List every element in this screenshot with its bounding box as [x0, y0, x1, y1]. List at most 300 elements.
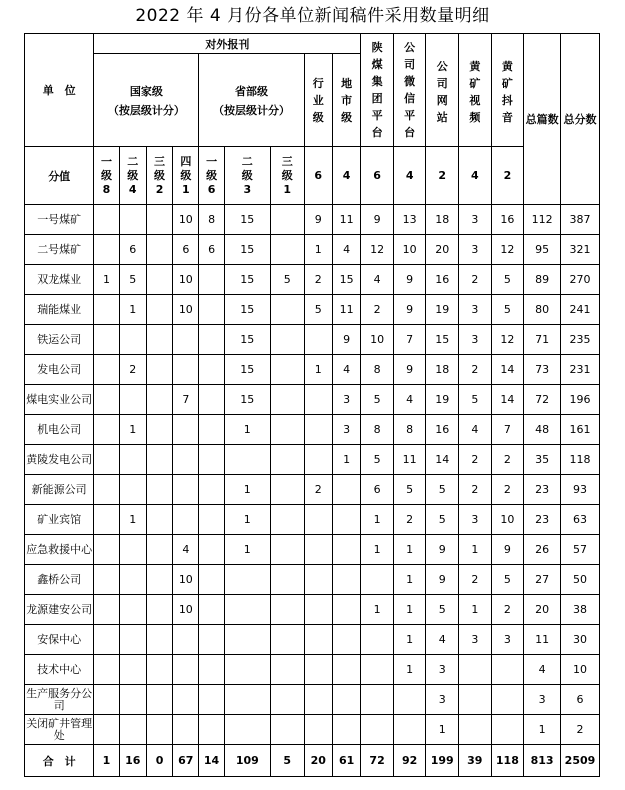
table-cell: 2	[361, 295, 394, 325]
table-cell: 5	[119, 265, 146, 295]
table-cell	[146, 475, 172, 505]
score-cell: 三 级 1	[270, 147, 304, 205]
score-cell: 四 级 1	[173, 147, 199, 205]
table-cell: 71	[524, 325, 561, 355]
table-cell: 1	[393, 565, 426, 595]
table-cell	[146, 625, 172, 655]
unit-name: 新能源公司	[25, 475, 94, 505]
score-cell: 三 级 2	[146, 147, 172, 205]
table-cell	[146, 355, 172, 385]
table-cell: 15	[224, 295, 270, 325]
table-cell	[270, 475, 304, 505]
total-cell: 1	[94, 745, 119, 777]
table-cell	[94, 535, 119, 565]
table-cell	[332, 715, 360, 745]
table-cell: 1	[119, 505, 146, 535]
table-cell	[361, 715, 394, 745]
table-cell	[270, 655, 304, 685]
table-cell	[361, 655, 394, 685]
table-cell	[119, 715, 146, 745]
table-cell: 4	[459, 415, 492, 445]
table-cell: 5	[393, 475, 426, 505]
table-cell: 1	[361, 505, 394, 535]
table-cell: 5	[426, 595, 459, 625]
table-row	[25, 505, 600, 535]
table-cell: 1	[119, 415, 146, 445]
total-cell: 14	[199, 745, 224, 777]
table-cell: 15	[332, 265, 360, 295]
table-cell: 35	[524, 445, 561, 475]
table-cell: 10	[173, 205, 199, 235]
table-cell: 10	[173, 565, 199, 595]
table-row	[25, 295, 600, 325]
unit-name: 技术中心	[25, 655, 94, 685]
table-cell	[332, 655, 360, 685]
table-cell	[491, 685, 524, 715]
table-cell	[199, 325, 224, 355]
table-cell	[361, 625, 394, 655]
table-cell: 1	[393, 595, 426, 625]
table-cell: 10	[173, 595, 199, 625]
table-row	[25, 475, 600, 505]
unit-name: 黄陵发电公司	[25, 445, 94, 475]
table-cell	[199, 655, 224, 685]
total-label: 合 计	[25, 745, 94, 777]
table-cell: 1	[393, 655, 426, 685]
table-cell	[270, 445, 304, 475]
table-cell: 15	[224, 385, 270, 415]
table-cell	[94, 385, 119, 415]
table-cell	[270, 385, 304, 415]
unit-name: 二号煤矿	[25, 235, 94, 265]
table-cell: 161	[560, 415, 599, 445]
table-cell: 1	[224, 415, 270, 445]
table-cell	[94, 505, 119, 535]
table-cell	[304, 685, 332, 715]
table-cell	[146, 565, 172, 595]
table-cell	[270, 295, 304, 325]
table-cell	[146, 715, 172, 745]
table-cell	[146, 505, 172, 535]
table-cell: 57	[560, 535, 599, 565]
table-cell: 1	[524, 715, 561, 745]
table-row	[25, 625, 600, 655]
table-cell: 9	[304, 205, 332, 235]
table-cell	[94, 295, 119, 325]
table-cell: 19	[426, 385, 459, 415]
table-row	[25, 595, 600, 625]
table-cell: 1	[393, 625, 426, 655]
total-cell: 2509	[560, 745, 599, 777]
table-cell	[119, 325, 146, 355]
table-cell: 3	[491, 625, 524, 655]
score-cell: 4	[332, 147, 360, 205]
table-cell: 95	[524, 235, 561, 265]
table-cell	[119, 595, 146, 625]
table-cell: 11	[524, 625, 561, 655]
table-cell: 8	[361, 415, 394, 445]
table-cell	[173, 505, 199, 535]
header-total-score: 总分数	[560, 34, 599, 205]
table-cell	[94, 235, 119, 265]
table-row	[25, 535, 600, 565]
table-cell: 72	[524, 385, 561, 415]
unit-name: 瑞能煤业	[25, 295, 94, 325]
score-cell: 4	[393, 147, 426, 205]
table-cell: 4	[426, 625, 459, 655]
table-cell: 4	[393, 385, 426, 415]
table-cell	[224, 625, 270, 655]
table-cell	[270, 505, 304, 535]
unit-name: 矿业宾馆	[25, 505, 94, 535]
table-cell: 10	[173, 265, 199, 295]
header-douyin: 黄 矿 抖 音	[491, 34, 524, 147]
table-cell	[304, 535, 332, 565]
table-cell	[270, 595, 304, 625]
table-cell: 5	[361, 385, 394, 415]
table-cell	[304, 625, 332, 655]
table-cell	[199, 565, 224, 595]
table-cell: 9	[332, 325, 360, 355]
table-cell: 4	[361, 265, 394, 295]
table-cell: 6	[119, 235, 146, 265]
table-row	[25, 565, 600, 595]
table-cell: 118	[560, 445, 599, 475]
table-cell	[173, 415, 199, 445]
table-cell: 1	[332, 445, 360, 475]
table-cell	[94, 655, 119, 685]
table-cell: 10	[560, 655, 599, 685]
header-shaanmei-platform: 陕 煤 集 团 平 台	[361, 34, 394, 147]
table-cell: 3	[426, 685, 459, 715]
table-row	[25, 355, 600, 385]
table-cell: 1	[304, 355, 332, 385]
table-cell	[94, 565, 119, 595]
table-cell	[459, 715, 492, 745]
table-cell	[491, 655, 524, 685]
table-cell: 3	[524, 685, 561, 715]
header-total-count: 总篇数	[524, 34, 561, 205]
table-cell	[304, 415, 332, 445]
header-score-label: 分值	[25, 147, 94, 205]
table-cell	[304, 445, 332, 475]
header-unit: 单 位	[25, 34, 94, 147]
table-cell	[459, 685, 492, 715]
table-cell	[224, 595, 270, 625]
table-cell: 2	[459, 565, 492, 595]
table-cell: 4	[173, 535, 199, 565]
score-cell: 二 级 4	[119, 147, 146, 205]
score-cell: 2	[491, 147, 524, 205]
unit-name: 发电公司	[25, 355, 94, 385]
table-cell	[146, 415, 172, 445]
table-cell: 2	[459, 445, 492, 475]
table-cell	[304, 385, 332, 415]
table-cell: 15	[426, 325, 459, 355]
unit-name: 煤电实业公司	[25, 385, 94, 415]
table-cell: 11	[332, 205, 360, 235]
table-cell: 23	[524, 475, 561, 505]
table-cell: 13	[393, 205, 426, 235]
table-row	[25, 265, 600, 295]
table-cell: 4	[332, 235, 360, 265]
total-cell: 39	[459, 745, 492, 777]
table-cell: 5	[304, 295, 332, 325]
table-cell	[173, 445, 199, 475]
table-cell: 9	[426, 565, 459, 595]
table-cell	[459, 655, 492, 685]
table-cell: 3	[459, 625, 492, 655]
data-table	[24, 33, 600, 777]
table-cell	[94, 325, 119, 355]
table-cell	[119, 685, 146, 715]
unit-name: 生产服务分公司	[25, 685, 94, 715]
table-cell: 38	[560, 595, 599, 625]
table-cell: 14	[491, 355, 524, 385]
table-cell	[146, 595, 172, 625]
table-cell	[94, 205, 119, 235]
table-cell	[332, 685, 360, 715]
table-cell: 15	[224, 235, 270, 265]
table-cell	[119, 625, 146, 655]
table-row	[25, 445, 600, 475]
total-cell: 92	[393, 745, 426, 777]
table-cell: 5	[270, 265, 304, 295]
table-row	[25, 205, 600, 235]
table-cell	[199, 415, 224, 445]
table-cell	[270, 625, 304, 655]
table-cell	[94, 445, 119, 475]
unit-name: 铁运公司	[25, 325, 94, 355]
table-cell: 10	[491, 505, 524, 535]
table-cell: 12	[491, 235, 524, 265]
total-cell: 5	[270, 745, 304, 777]
total-row	[25, 745, 600, 777]
table-cell	[199, 715, 224, 745]
table-cell: 19	[426, 295, 459, 325]
table-cell	[224, 715, 270, 745]
table-cell: 15	[224, 265, 270, 295]
table-cell	[270, 325, 304, 355]
table-cell	[146, 295, 172, 325]
page-title: 2022 年 4 月份各单位新闻稿件采用数量明细	[135, 6, 490, 26]
table-cell: 80	[524, 295, 561, 325]
table-cell: 1	[393, 535, 426, 565]
table-cell: 387	[560, 205, 599, 235]
table-cell: 11	[393, 445, 426, 475]
score-cell: 6	[361, 147, 394, 205]
table-cell	[199, 385, 224, 415]
table-cell	[94, 715, 119, 745]
table-cell: 30	[560, 625, 599, 655]
table-cell	[332, 475, 360, 505]
table-cell: 321	[560, 235, 599, 265]
total-cell: 16	[119, 745, 146, 777]
table-cell	[304, 325, 332, 355]
table-cell	[304, 715, 332, 745]
table-cell	[332, 595, 360, 625]
table-cell	[393, 685, 426, 715]
table-cell	[491, 715, 524, 745]
table-cell: 73	[524, 355, 561, 385]
table-cell: 2	[459, 355, 492, 385]
table-cell: 15	[224, 355, 270, 385]
table-cell: 196	[560, 385, 599, 415]
table-cell	[332, 565, 360, 595]
table-row	[25, 655, 600, 685]
table-cell: 3	[459, 325, 492, 355]
table-cell	[94, 625, 119, 655]
table-cell	[304, 565, 332, 595]
table-cell: 1	[361, 535, 394, 565]
header-city: 地 市 级	[332, 54, 360, 147]
score-cell: 一 级 8	[94, 147, 119, 205]
table-cell	[332, 535, 360, 565]
table-cell	[270, 355, 304, 385]
table-cell: 4	[332, 355, 360, 385]
table-cell: 5	[491, 265, 524, 295]
table-cell	[304, 505, 332, 535]
unit-name: 双龙煤业	[25, 265, 94, 295]
table-cell: 3	[459, 505, 492, 535]
table-cell	[173, 655, 199, 685]
table-cell	[199, 355, 224, 385]
table-cell: 2	[491, 475, 524, 505]
table-cell: 4	[524, 655, 561, 685]
table-cell: 5	[491, 295, 524, 325]
unit-name: 安保中心	[25, 625, 94, 655]
table-cell: 48	[524, 415, 561, 445]
unit-name: 机电公司	[25, 415, 94, 445]
table-cell	[304, 595, 332, 625]
table-cell: 18	[426, 355, 459, 385]
table-cell	[173, 625, 199, 655]
table-cell: 1	[224, 475, 270, 505]
table-cell	[119, 535, 146, 565]
table-cell	[199, 625, 224, 655]
table-cell: 2	[491, 445, 524, 475]
score-cell: 4	[459, 147, 492, 205]
table-cell: 8	[199, 205, 224, 235]
table-cell: 6	[199, 235, 224, 265]
table-cell: 1	[224, 535, 270, 565]
total-cell: 67	[173, 745, 199, 777]
table-cell	[199, 535, 224, 565]
table-cell: 3	[459, 235, 492, 265]
table-cell	[119, 445, 146, 475]
table-cell: 20	[524, 595, 561, 625]
total-cell: 109	[224, 745, 270, 777]
table-cell: 27	[524, 565, 561, 595]
table-cell: 11	[332, 295, 360, 325]
table-cell: 1	[94, 265, 119, 295]
table-cell	[94, 595, 119, 625]
table-cell	[173, 475, 199, 505]
header-national: 国家级 （按层级计分）	[94, 54, 199, 147]
table-cell	[173, 355, 199, 385]
header-provincial: 省部级 （按层级计分）	[199, 54, 304, 147]
table-cell	[94, 355, 119, 385]
header-video: 黄 矿 视 频	[459, 34, 492, 147]
table-cell: 2	[491, 595, 524, 625]
table-cell	[146, 325, 172, 355]
table-cell	[146, 205, 172, 235]
table-cell	[270, 565, 304, 595]
table-cell	[119, 475, 146, 505]
unit-name: 鑫桥公司	[25, 565, 94, 595]
table-cell: 2	[304, 475, 332, 505]
table-cell	[199, 295, 224, 325]
table-cell: 5	[361, 445, 394, 475]
table-cell: 12	[361, 235, 394, 265]
table-cell	[173, 715, 199, 745]
table-cell: 89	[524, 265, 561, 295]
header-external-media: 对外报刊	[94, 34, 361, 54]
table-cell: 9	[426, 535, 459, 565]
table-cell: 15	[224, 205, 270, 235]
unit-name: 龙源建安公司	[25, 595, 94, 625]
table-cell	[224, 445, 270, 475]
table-cell: 1	[459, 595, 492, 625]
table-cell	[270, 235, 304, 265]
score-cell: 2	[426, 147, 459, 205]
table-cell	[361, 685, 394, 715]
table-cell: 270	[560, 265, 599, 295]
table-cell: 50	[560, 565, 599, 595]
table-cell: 14	[491, 385, 524, 415]
table-cell	[146, 655, 172, 685]
total-cell: 118	[491, 745, 524, 777]
table-cell: 3	[459, 295, 492, 325]
unit-name: 应急救援中心	[25, 535, 94, 565]
table-cell	[173, 325, 199, 355]
table-cell	[270, 535, 304, 565]
table-cell	[119, 385, 146, 415]
table-cell: 3	[459, 205, 492, 235]
table-cell	[199, 265, 224, 295]
table-cell: 9	[393, 265, 426, 295]
table-cell: 7	[491, 415, 524, 445]
table-cell: 2	[459, 265, 492, 295]
table-cell	[270, 685, 304, 715]
table-cell: 26	[524, 535, 561, 565]
table-cell	[119, 205, 146, 235]
table-cell: 231	[560, 355, 599, 385]
total-cell: 61	[332, 745, 360, 777]
table-cell	[173, 685, 199, 715]
table-cell	[146, 535, 172, 565]
header-wechat-platform: 公 司 微 信 平 台	[393, 34, 426, 147]
table-cell: 1	[119, 295, 146, 325]
table-cell	[393, 715, 426, 745]
table-cell	[119, 565, 146, 595]
total-cell: 0	[146, 745, 172, 777]
table-cell: 6	[173, 235, 199, 265]
table-cell: 12	[491, 325, 524, 355]
table-cell: 1	[459, 535, 492, 565]
table-cell	[270, 415, 304, 445]
table-cell: 9	[491, 535, 524, 565]
score-cell: 6	[304, 147, 332, 205]
table-cell: 5	[426, 505, 459, 535]
table-cell: 18	[426, 205, 459, 235]
total-cell: 72	[361, 745, 394, 777]
table-cell: 16	[426, 415, 459, 445]
table-cell	[119, 655, 146, 685]
header-company-website: 公 司 网 站	[426, 34, 459, 147]
table-cell	[146, 235, 172, 265]
table-cell	[199, 475, 224, 505]
